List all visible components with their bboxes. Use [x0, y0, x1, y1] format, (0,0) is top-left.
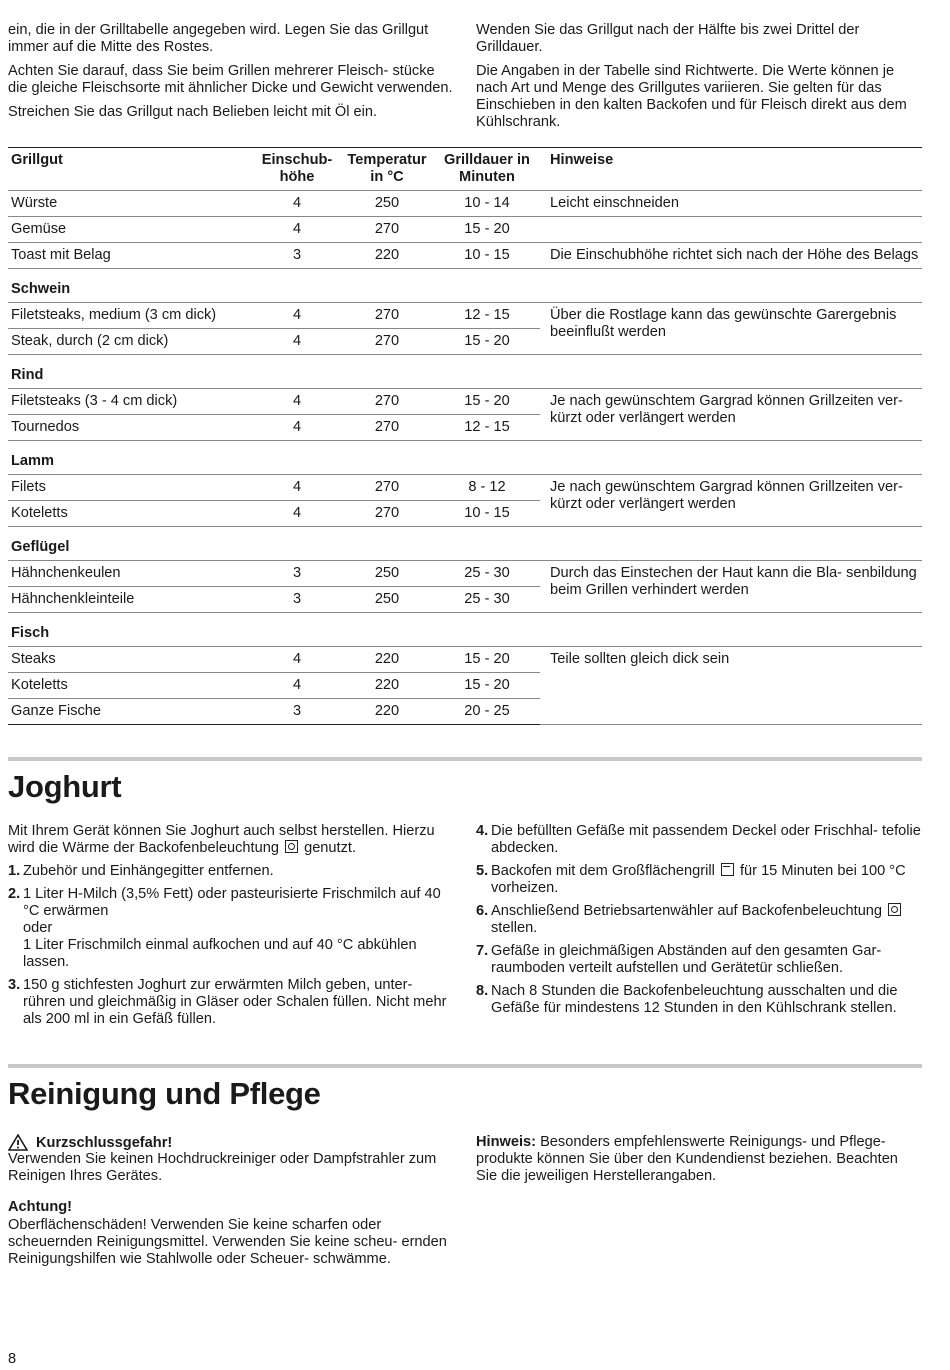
cell-hinweis: Je nach gewünschtem Gargrad können Grillzeiten ver- kürzt oder verlängert werden [540, 475, 922, 527]
cell-grilldauer: 25 - 30 [434, 561, 540, 587]
table-row [8, 561, 922, 587]
oven-light-icon [285, 840, 298, 853]
step-item: 3. 150 g stichfesten Joghurt zur erwärmten Milch geben, unter- rühren und gleichmäßig in Gläser oder Schalen füllen. Nicht mehr als 200 ml in ein Gefäß füllen. [8, 977, 447, 1027]
grill-icon [721, 863, 734, 876]
cell-einschub: 4 [254, 217, 340, 243]
cell-grillgut: Koteletts [8, 501, 254, 527]
cell-grillgut: Koteletts [8, 673, 254, 699]
cell-grilldauer: 10 - 14 [434, 191, 540, 217]
cell-grillgut: Filetsteaks, medium (3 cm dick) [8, 303, 254, 329]
joghurt-steps-right [476, 823, 922, 1017]
cell-grilldauer: 15 - 20 [434, 389, 540, 415]
group-heading: Lamm [8, 441, 922, 475]
group-heading: Schwein [8, 269, 922, 303]
cell-hinweis: Je nach gewünschtem Gargrad können Grillzeiten ver- kürzt oder verlängert werden [540, 389, 922, 441]
achtung-title: Achtung! [8, 1199, 73, 1215]
cell-grilldauer: 10 - 15 [434, 501, 540, 527]
cell-grilldauer: 20 - 25 [464, 703, 510, 719]
intro-paragraph: Wenden Sie das Grillgut nach der Hälfte bis zwei Drittel der Grilldauer. [476, 22, 860, 55]
group-heading: Fisch [8, 613, 922, 647]
cell-einschub: 3 [254, 587, 340, 613]
cell-grilldauer: 12 - 15 [434, 303, 540, 329]
cell-temperatur: 270 [340, 389, 434, 415]
table-group-row [8, 613, 922, 647]
cell-grillgut: Steak, durch (2 cm dick) [8, 329, 254, 355]
cell-grilldauer: 15 - 20 [434, 673, 540, 699]
section-divider [8, 757, 922, 761]
reinigung-left [8, 1124, 454, 1268]
step-item: 4. Die befüllten Gefäße mit passendem Deckel oder Frischhal- tefolie abdecken. [476, 823, 921, 856]
cell-grillgut: Würste [8, 191, 254, 217]
intro-paragraph: Die Angaben in der Tabelle sind Richtwerte. Die Werte können je nach Art und Menge des Grillgutes variieren. Sie gelten für das Einschieben in den kalten Backofen und für Fleisch direkt aus dem Kühlschrank. [476, 63, 907, 130]
table-group-row [8, 269, 922, 303]
cell-hinweis: Leicht einschneiden [540, 191, 922, 217]
cell-grilldauer: 8 - 12 [434, 475, 540, 501]
cell-temperatur: 270 [340, 475, 434, 501]
cell-grilldauer: 15 - 20 [434, 329, 540, 355]
cell-einschub: 4 [254, 191, 340, 217]
warning-triangle-icon [8, 1134, 28, 1151]
section-title-joghurt: Joghurt [8, 769, 122, 804]
cell-einschub: 4 [254, 329, 340, 355]
cell-grillgut: Hähnchenkeulen [8, 561, 254, 587]
group-heading: Geflügel [8, 527, 922, 561]
cell-temperatur: 270 [340, 415, 434, 441]
cell-einschub: 4 [254, 389, 340, 415]
joghurt-right [476, 823, 922, 1034]
joghurt-columns [8, 823, 922, 1034]
cell-grillgut: Filets [8, 475, 254, 501]
intro-paragraph: Achten Sie darauf, dass Sie beim Grillen mehrerer Fleisch- stücke die gleiche Fleischsorte mit ähnlicher Dicke und Gewicht verwenden. [8, 63, 453, 96]
header-grilldauer: Grilldauer in Minuten [434, 148, 540, 191]
header-temperatur: Temperatur in °C [340, 148, 434, 191]
warning-text: Verwenden Sie keinen Hochdruckreiniger oder Dampfstrahler zum Reinigen Ihres Gerätes. [8, 1151, 437, 1184]
cell-grillgut: Tournedos [8, 415, 254, 441]
cell-hinweis: Die Einschubhöhe richtet sich nach der Höhe des Belags [540, 243, 922, 269]
cell-grilldauer: 25 - 30 [434, 587, 540, 613]
header-hinweise: Hinweise [540, 148, 922, 191]
intro-columns [8, 22, 922, 138]
joghurt-left [8, 823, 454, 1034]
cell-einschub: 3 [254, 243, 340, 269]
cell-einschub: 4 [254, 673, 340, 699]
cell-temperatur: 250 [340, 191, 434, 217]
reinigung-right [476, 1124, 922, 1268]
table-group-row [8, 441, 922, 475]
cell-einschub: 4 [254, 303, 340, 329]
joghurt-steps-left [8, 863, 454, 1028]
hinweis-paragraph: Hinweis: Besonders empfehlenswerte Reinigungs- und Pflege- produkte können Sie über den Kundendienst beziehen. Beachten Sie die jeweiligen Herstellerangaben. [476, 1134, 898, 1184]
table-group-row [8, 355, 922, 389]
header-grillgut: Grillgut [8, 148, 254, 191]
cell-einschub: 3 [292, 703, 302, 719]
reinigung-columns [8, 1124, 922, 1268]
cell-temperatur: 270 [340, 303, 434, 329]
table-row [8, 475, 922, 501]
cell-hinweis: Teile sollten gleich dick sein [540, 647, 922, 725]
cell-temperatur: 270 [340, 501, 434, 527]
cell-grillgut: Toast mit Belag [8, 243, 254, 269]
step-item: 5. Backofen mit dem Großflächengrill für 15 Minuten bei 100 °C vorheizen. [476, 863, 906, 896]
cell-hinweis [540, 217, 922, 243]
header-einschub: Einschub- höhe [254, 148, 340, 191]
cell-grilldauer: 15 - 20 [434, 217, 540, 243]
cell-einschub: 4 [254, 647, 340, 673]
grill-table-body [8, 191, 922, 725]
cell-grillgut: Filetsteaks (3 - 4 cm dick) [8, 389, 254, 415]
table-row [8, 217, 922, 243]
cell-grilldauer: 10 - 15 [434, 243, 540, 269]
table-row [8, 303, 922, 329]
intro-left [8, 22, 454, 138]
cell-grilldauer: 12 - 15 [434, 415, 540, 441]
step-item: 7. Gefäße in gleichmäßigen Abständen auf den gesamten Gar- raumboden verteilt aufstellen und Gerätetür schließen. [476, 943, 882, 976]
intro-paragraph: Streichen Sie das Grillgut nach Belieben leicht mit Öl ein. [8, 104, 378, 120]
step-item: 1. Zubehör und Einhängegitter entfernen. [8, 863, 274, 879]
cell-temperatur: 270 [340, 217, 434, 243]
table-row [8, 389, 922, 415]
oven-light-icon [888, 903, 901, 916]
grill-table [8, 147, 922, 725]
cell-temperatur: 220 [340, 243, 434, 269]
intro-right [476, 22, 922, 138]
table-row [8, 647, 922, 673]
warning-title: Kurzschlussgefahr! [36, 1134, 173, 1151]
achtung-text: Oberflächenschäden! Verwenden Sie keine scharfen oder scheuernden Reinigungsmittel. Verwenden Sie keine scheu- ernden Reinigungshilfen wie Stahlwolle oder Scheuer- schwämme. [8, 1217, 447, 1267]
step-item: 2. 1 Liter H-Milch (3,5% Fett) oder pasteurisierte Frischmilch auf 40 °C erwärmen oder 1 Liter Frischmilch einmal aufkochen und auf 40 °C abkühlen lassen. [8, 886, 441, 970]
section-title-reinigung: Reinigung und Pflege [8, 1076, 321, 1111]
table-group-row [8, 527, 922, 561]
section-divider [8, 1064, 922, 1068]
step-item: 6. Anschließend Betriebsartenwähler auf Backofenbeleuchtung stellen. [476, 903, 922, 937]
page-number: 8 [8, 1351, 17, 1367]
table-row [8, 243, 922, 269]
joghurt-intro: Mit Ihrem Gerät können Sie Joghurt auch selbst herstellen. Hierzu wird die Wärme der Backofenbeleuchtung genutzt. [8, 823, 435, 856]
cell-temperatur: 220 [374, 703, 400, 719]
document-page [8, 0, 922, 1268]
cell-temperatur: 270 [340, 329, 434, 355]
cell-temperatur: 250 [340, 561, 434, 587]
cell-einschub: 3 [254, 561, 340, 587]
cell-hinweis: Durch das Einstechen der Haut kann die Bla- senbildung beim Grillen verhindert werden [540, 561, 922, 613]
cell-grilldauer: 15 - 20 [434, 647, 540, 673]
cell-einschub: 4 [254, 501, 340, 527]
table-header-row [8, 148, 922, 191]
cell-grillgut: Ganze Fische [11, 703, 102, 719]
cell-temperatur: 250 [340, 587, 434, 613]
cell-grillgut: Gemüse [8, 217, 254, 243]
cell-temperatur: 220 [340, 647, 434, 673]
cell-grillgut: Hähnchenkleinteile [8, 587, 254, 613]
table-row [8, 191, 922, 217]
step-item: 8. Nach 8 Stunden die Backofenbeleuchtung ausschalten und die Gefäße für mindestens 12 Stunden in den Kühlschrank stellen. [476, 983, 898, 1016]
cell-temperatur: 220 [340, 673, 434, 699]
intro-paragraph: ein, die in der Grilltabelle angegeben wird. Legen Sie das Grillgut immer auf die Mitte des Rostes. [8, 22, 429, 55]
group-heading: Rind [8, 355, 922, 389]
cell-hinweis: Über die Rostlage kann das gewünschte Garergebnis beeinflußt werden [540, 303, 922, 355]
cell-einschub: 4 [254, 475, 340, 501]
cell-einschub: 4 [254, 415, 340, 441]
warning-heading [8, 1134, 454, 1151]
cell-grillgut: Steaks [8, 647, 254, 673]
